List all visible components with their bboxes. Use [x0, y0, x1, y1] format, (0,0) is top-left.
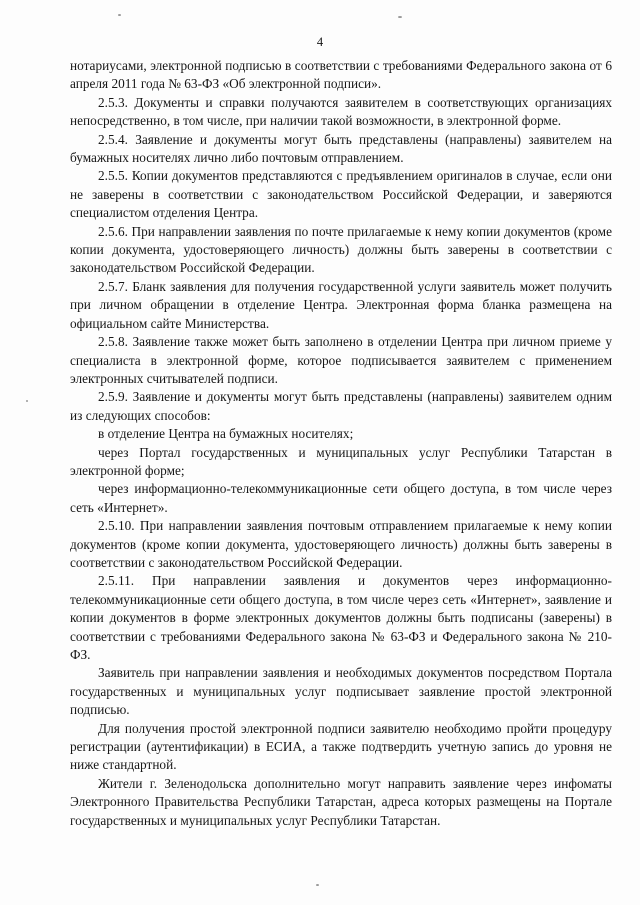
- paragraph-2-5-9: 2.5.9. Заявление и документы могут быть представлены (направлены) заявителем одним из следующих способов:: [70, 389, 612, 423]
- scan-speck: [26, 400, 28, 402]
- scan-speck: [118, 14, 121, 16]
- paragraph-continuation: нотариусами, электронной подписью в соответствии с требованиями Федерального закона от 6 апреля 2011 года № 63-ФЗ «Об электронной подписи».: [70, 58, 612, 92]
- list-item-paper: в отделение Центра на бумажных носителях;: [98, 426, 354, 442]
- paragraph-2-5-3: 2.5.3. Документы и справки получаются заявителем в соответствующих организациях непосредственно, в том числе, при наличии такой возможности, в электронной форме.: [70, 94, 612, 129]
- list-item-internet: через информационно-телекоммуникационные сети общего доступа, в том числе через сеть «Интернет».: [70, 481, 612, 515]
- scan-speck: [398, 16, 402, 18]
- paragraph-esia: Для получения простой электронной подписи заявителю необходимо пройти процедуру регистрации (аутентификации) в ЕСИА, а также подтвердить учетную запись до уровня не ниже стандартной.: [70, 720, 612, 773]
- paragraph-2-5-10: 2.5.10. При направлении заявления почтовым отправлением прилагаемые к нему копии документов (кроме копии документа, удостоверяющего личность) должны быть заверены в соответствии с законодательством Российской Федерации.: [70, 518, 612, 570]
- paragraph-2-5-4: 2.5.4. Заявление и документы могут быть представлены (направлены) заявителем на бумажных носителях лично либо почтовым отправлением.: [70, 131, 612, 166]
- paragraph-portal-signature: Заявитель при направлении заявления и необходимых документов посредством Портала государственных и муниципальных услуг подписывает заявление простой электронной подписью.: [70, 665, 612, 718]
- paragraph-2-5-11: 2.5.11. При направлении заявления и документов через информационно-телекоммуникационные сети общего доступа, в том числе через сеть «Интернет», заявление и копии документов в форме электронных документов должны быть подписаны (заверены) в соответствии с требованиями Федерального закона № 63-ФЗ и Федерального закона № 210-ФЗ.: [70, 573, 612, 662]
- paragraph-2-5-7: 2.5.7. Бланк заявления для получения государственной услуги заявитель может получить при личном обращении в отделение Центра. Электронная форма бланка размещена на официальном сайте Министерства.: [70, 278, 612, 331]
- page-number: 4: [316, 35, 324, 49]
- document-body: [70, 57, 612, 830]
- scan-speck: [316, 884, 319, 886]
- paragraph-zelenodolsk: Жители г. Зеленодольска дополнительно могут направить заявление через инфоматы Электронного Правительства Республики Татарстан, адреса которых размещены на Портале государственных и муниципальных услуг Республики Татарстан.: [70, 775, 612, 828]
- paragraph-2-5-6: 2.5.6. При направлении заявления по почте прилагаемые к нему копии документов (кроме копии документа, удостоверяющего личность) должны быть заверены в соответствии с законодательством Российской Федерации.: [70, 223, 612, 276]
- list-item-portal: через Портал государственных и муниципальных услуг Республики Татарстан в электронной форме;: [70, 444, 612, 478]
- paragraph-2-5-5: 2.5.5. Копии документов представляются с предъявлением оригиналов в случае, если они не заверены в соответствии с законодательством Российской Федерации, и заверяются специалистом отделения Центра.: [70, 168, 612, 221]
- paragraph-2-5-8: 2.5.8. Заявление также может быть заполнено в отделении Центра при личном приеме у специалиста в электронной форме, которое подписывается заявителем с применением электронных считывателей подписи.: [70, 334, 612, 386]
